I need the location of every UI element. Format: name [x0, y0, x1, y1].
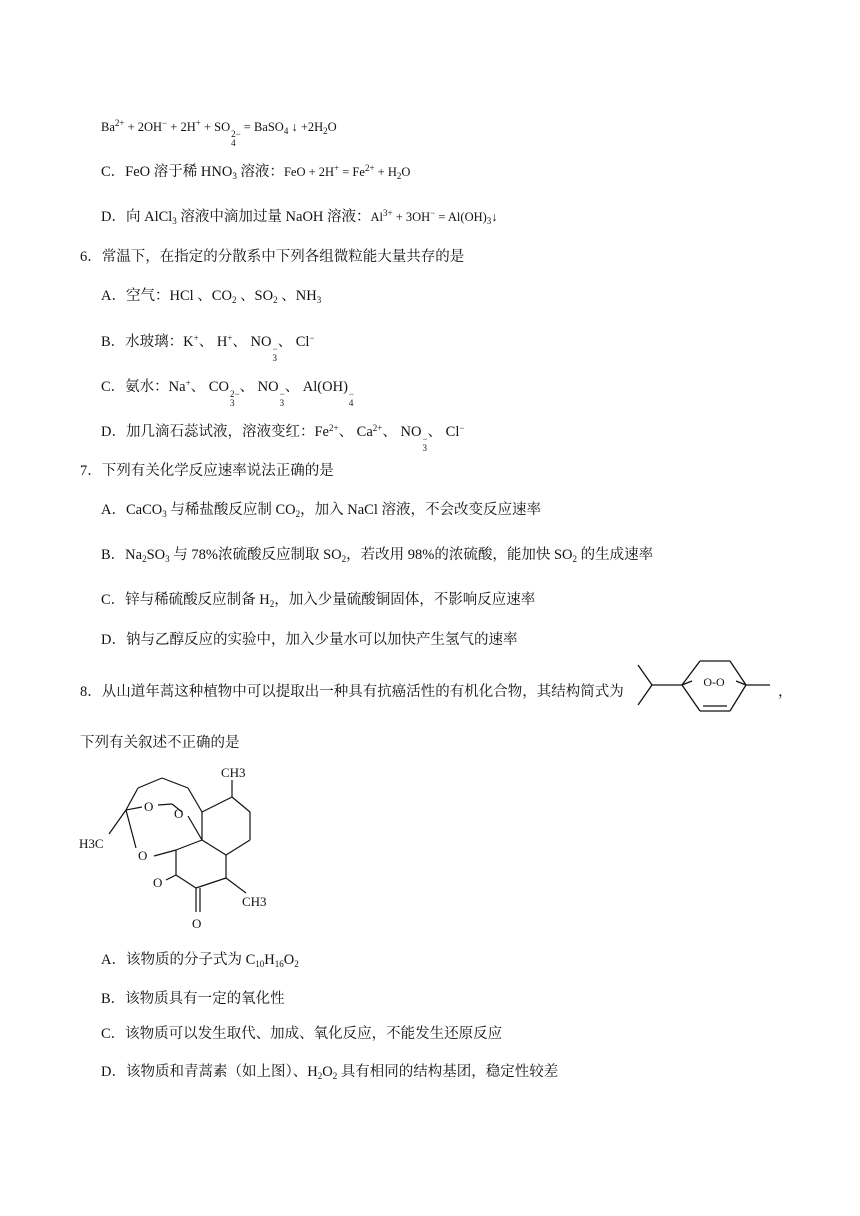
oxygen-label-2: O	[174, 806, 184, 821]
q7-option-d: D．钠与乙醇反应的实验中，加入少量水可以加快产生氢气的速率	[101, 632, 518, 648]
oxygen-label-1: O	[144, 799, 154, 814]
q6-option-c: C．氨水：Na+、 CO 2− 3 、 NO − 3 、 Al(OH) − 4	[101, 378, 354, 408]
q6-option-b: B．水玻璃：K+、 H+、 NO − 3 、 Cl−	[101, 333, 315, 363]
q8-stem: 8．从山道年蒿这种植物中可以提取出一种具有抗癌活性的有机化合物，其结构简式为	[80, 684, 624, 700]
q7-option-b: B．$Na_2SO_3$ 与 78%浓硫酸反应制取 $SO_2$，若改用 98%的浓硫酸，能加快 $SO_2$ 的生成速率	[101, 547, 654, 564]
oxygen-label-4: O	[153, 875, 163, 890]
q8-stem-continued: 下列有关叙述不正确的是	[80, 735, 240, 751]
q7-option-a: A．CaCO$_3$ 与稀盐酸反应制 $CO_2$，加入 NaCl 溶液，不会改变反应速率	[101, 502, 541, 519]
methyl-top-label: CH3	[221, 765, 246, 780]
methyl-left-label: H3C	[79, 836, 104, 851]
q8-stem-comma: ，	[778, 684, 793, 700]
oxygen-label-3: O	[138, 848, 148, 863]
q8-option-b: B．该物质具有一定的氧化性	[101, 991, 285, 1007]
q5-option-c: C．FeO 溶于稀 $HNO_3$ 溶液：FeO + $2H^+ = Fe^{2+} + H_2O$	[101, 163, 411, 181]
oxygen-label-5: O	[192, 916, 202, 931]
q8-option-c: C．该物质可以发生取代、加成、氧化反应，不能发生还原反应	[101, 1026, 503, 1042]
q7-stem: 7．下列有关化学反应速率说法正确的是	[80, 463, 334, 479]
q6-stem: 6．常温下，在指定的分散系中下列各组微粒能大量共存的是	[80, 249, 465, 265]
methyl-right-label: CH3	[242, 894, 267, 909]
q5-b-equation: $Ba^{2+} + 2OH^- + 2H^+$ + SO 2− 4 = BaSO$_4$ ↓ $+2H_2O$	[101, 118, 337, 148]
artemisinin-structure	[76, 760, 276, 935]
q8-structure-small	[632, 657, 782, 719]
q5-option-d: D．向 AlCl$_3$ 溶液中滴加过量 NaOH 溶液：$Al^{3+} + 3OH^-$ = $Al(OH)_3↓$	[101, 208, 498, 226]
q8-option-d: D．该物质和青蒿素（如上图）、$H_2O_2$ 具有相同的结构基团，稳定性较差	[101, 1064, 559, 1081]
q8-option-a: A．该物质的分子式为 $C_{10}H_{16}O_2$	[101, 952, 299, 969]
q8-peroxide-label: O-O	[703, 675, 725, 689]
q7-option-c: C．锌与稀硫酸反应制备 $H_2$，加入少量硫酸铜固体，不影响反应速率	[101, 592, 536, 609]
q6-option-a: A．空气：HCl 、$CO_2$ 、$SO_2$ 、$NH_3$	[101, 288, 322, 305]
q6-option-d: D．加几滴石蕊试液，溶液变红：$Fe^{2+}$、 $Ca^{2+}$、 NO − 3 、 Cl−	[101, 423, 465, 453]
